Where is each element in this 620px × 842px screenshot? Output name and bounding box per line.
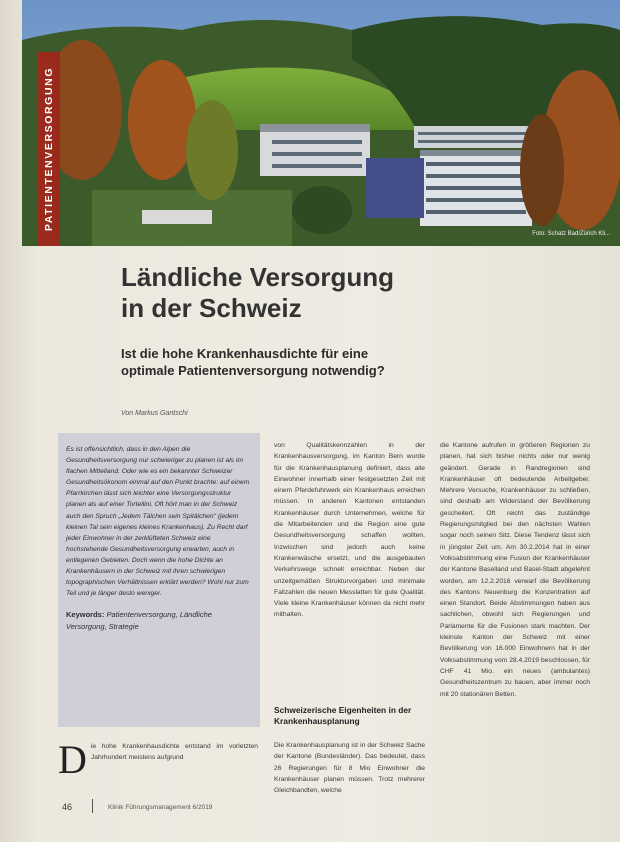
keywords-label: Keywords:	[66, 610, 105, 620]
section-tab-label: PATIENTENVERSORGUNG	[43, 66, 55, 232]
body-column-2: von Qualitätskennzahlen in der Krankenhausversorgung, im Kanton Bern wurde für die Krankenhausplanung definiert, dass alle Einwohner innerhalb einer festgesetzten Zeit mit einem Pferdefuhrwerk ein Krankenhaus erreichen müssen. In anderen Kantonen entstanden Krankenhäuser durch Unternehmen, welche für die Mitarbeitenden und die Region eine gute Gesundheitsversorgung schaffen wollten. Inzwischen sind jedoch auch keine Krankenwäsche ersetzt, und die ausgebauten Verkehrswege schnell erreichbar. Neben der unzeitgemäßen Strukturvorgaben und minimale Fallzahlen die neuen Messlatten für gute Qualität. Viele kleine Krankenhäuser können da nicht mehr mithalten.	[274, 442, 425, 619]
footer-divider	[92, 799, 93, 813]
body-column-2-continued: Die Krankenhausplanung ist in der Schweiz Sache der Kantone (Bundesländer). Das bedeutet, dass 26 Regierungen für 8 Mio Einwohner die Krankenhäuser planen müssen. Trotz mehrerer Gleichbandten, welche	[274, 742, 425, 795]
keywords-list: Patientenversorgung, Ländliche Versorgung, Strategie	[66, 610, 212, 632]
body-column-1	[58, 737, 258, 782]
subtitle-line-1: Ist die hohe Krankenhausdichte für eine	[121, 346, 369, 361]
hero-photo	[22, 0, 620, 246]
abstract-box	[58, 433, 260, 727]
body-column-3: die Kantone aufrufen in größeren Regionen zu planen, hat sich bisher nichts oder nur wenig geändert. Gerade in Randregionen sind Krankenhäuser oft bedeutende Arbeitgeber. Mehrere Versuche, Krankenhäuser zu schließen, sind deshalb am Widerstand der Bevölkerung gescheitert. Oft reicht das zuständige Regierungsmitglied bei den nächsten Wahlen sogar noch seinen Sitz. Diese Tendenz lässt sich in jüngster Zeit um. Am 30.2.2014 hat in einer Volksabstimmung eine Fusion der Krankenhäuser der Kantone Baselland und Basel-Stadt abgelehnt worden, am 12.2.2016 verwarf die Bevölkerung des Kantons Neuenburg die Konzentration auf einen Standort. Beide Abstimmungen haben aus sachlichen, obwohl sich Regierungen und Parlamente für die Fusionen stark machten. Der kleinste Kanton der Schweiz mit einer Bevölkerung von 16.000 Einwohnern hat in der Volksabstimmung vom 28.4.2019 beschlossen, für CHF 41 Mio. ein neues (ambulantes) Gesundheitszentrum zu bauen, aber immer noch mit 20 stationären Betten.	[440, 442, 590, 698]
section-heading: Schweizerische Eigenheiten in der Krankenhausplanung	[274, 705, 412, 726]
title-line-1: Ländliche Versorgung	[121, 262, 395, 292]
article-title	[121, 262, 394, 324]
abstract-text: Es ist offensichtlich, dass in den Alpen die Gesundheitsversorgung nur schwieriger zu planen ist als im flachen Mittelland. Oder wie es ein bekannter Schweizer Gesundheitsökonom einmal auf den Punkt brachte: auf einem Pfarrkirchen lässt sich leichter eine Versorgungsstruktur planen als auf einer Tortellini. Oft hört man in der Schweiz auch den Spruch „Jedem Tälchen sein Spitälchen" (jedem kleinen Tal sein eigenes kleines Krankenhaus). Zu Recht darf jeder Einwohner in der zerklüfteten Schweiz eine hochstehende Gesundheitsversorgung erwarten, auch in entlegenen Gebieten. Doch wenn die hohe Dichte an Krankenhäusern in der Schweiz mit ihren schwierigen topographischen Verhältnissen erklärt werden? Wohl nur zum Teil und je länger desto weniger.	[66, 446, 250, 598]
hospital-landscape-image	[22, 0, 620, 246]
page-number: 46	[62, 802, 73, 812]
keywords	[66, 609, 250, 633]
body-column-1-text: ie hohe Krankenhausdichte entstand im vorletzten Jahrhundert meistens aufgrund	[90, 743, 258, 762]
photo-credit: Foto: Schatz Bad/Zürich Kli...	[532, 231, 610, 237]
section-tab	[38, 52, 60, 246]
drop-cap: D	[58, 737, 87, 782]
article-subtitle	[121, 345, 501, 379]
author-byline: Von Markus Gantschi	[121, 410, 188, 417]
journal-name: Klinik Führungsmanagement 6/2019	[108, 804, 213, 811]
title-line-2: in der Schweiz	[121, 293, 302, 323]
subtitle-line-2: optimale Patientenversorgung notwendig?	[121, 363, 385, 378]
